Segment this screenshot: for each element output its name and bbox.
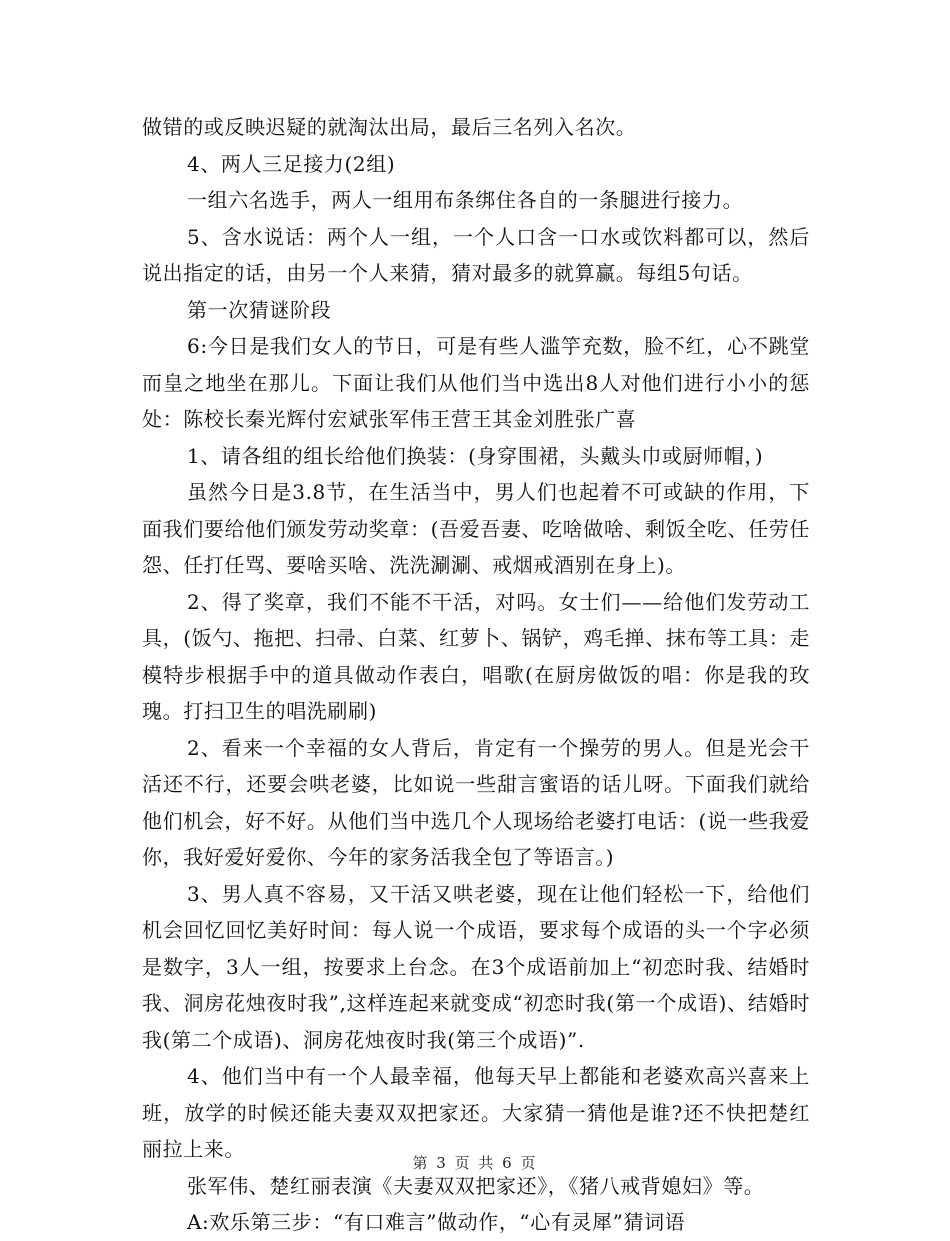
paragraph: 5、含水说话：两个人一组，一个人口含一口水或饮料都可以，然后说出指定的话，由另一个人来猜，猜对最多的就算赢。每组5句话。	[142, 224, 810, 285]
paragraph: 2、看来一个幸福的女人背后，肯定有一个操劳的男人。但是光会干活还不行，还要会哄老婆，比如说一些甜言蜜语的话儿呀。下面我们就给他们机会，好不好。从他们当中选几个人现场给老婆打电话：(说一些我爱你，我好爱好爱你、今年的家务活我全包了等语言。)	[142, 735, 810, 869]
page-number-footer: 第 3 页 共 6 页	[412, 1154, 538, 1172]
paragraph: 1、请各组的组长给他们换装：(身穿围裙，头戴头巾或厨师帽，)	[187, 443, 764, 468]
paragraph: 做错的或反映迟疑的就淘汰出局，最后三名列入名次。	[142, 115, 637, 139]
paragraph: 一组六名选手，两人一组用布条绑住各自的一条腿进行接力。	[187, 188, 744, 212]
paragraph: A:欢乐第三步：“有口难言”做动作，“心有灵犀”猜词语	[187, 1210, 686, 1234]
paragraph: 张军伟、楚红丽表演《夫妻双双把家还》，《猪八戒背媳妇》等。	[187, 1173, 765, 1198]
paragraph: 4、两人三足接力(2组)	[187, 151, 396, 176]
document-body	[142, 109, 810, 1241]
paragraph: 4、他们当中有一个人最幸福，他每天早上都能和老婆欢高兴喜来上班，放学的时候还能夫妻双双把家还。大家猜一猜他是谁?还不快把楚红丽拉上来。	[142, 1064, 810, 1161]
paragraph: 2、得了奖章，我们不能不干活，对吗。女士们——给他们发劳动工具，(饭勺、拖把、扫帚、白菜、红萝卜、锅铲，鸡毛掸、抹布等工具：走模特步根据手中的道具做动作表白，唱歌(在厨房做饭的唱：你是我的玫瑰。打扫卫生的唱洗刷刷)	[142, 589, 810, 723]
paragraph: 3、男人真不容易，又干活又哄老婆，现在让他们轻松一下，给他们机会回忆回忆美好时间：每人说一个成语，要求每个成语的头一个字必须是数字，3人一组，按要求上台念。在3个成语前加上“初恋时我、结婚时我、洞房花烛夜时我”,这样连起来就变成“初恋时我(第一个成语)、结婚时我(第二个成语)、洞房花烛夜时我(第三个成语)”.	[142, 881, 810, 1052]
paragraph: 6:今日是我们女人的节日，可是有些人滥竽充数，脸不红，心不跳堂而皇之地坐在那儿。下面让我们从他们当中选出8人对他们进行小小的惩处：陈校长秦光辉付宏斌张军伟王营王其金刘胜张广喜	[142, 334, 810, 431]
paragraph: 虽然今日是3.8节，在生活当中，男人们也起着不可或缺的作用，下面我们要给他们颁发劳动奖章：(吾爱吾妻、吃啥做啥、剩饭全吃、任劳任怨、任打任骂、要啥买啥、洗洗涮涮、戒烟戒酒别在身上)。	[142, 480, 810, 577]
section-heading: 第一次猜谜阶段	[187, 297, 332, 322]
